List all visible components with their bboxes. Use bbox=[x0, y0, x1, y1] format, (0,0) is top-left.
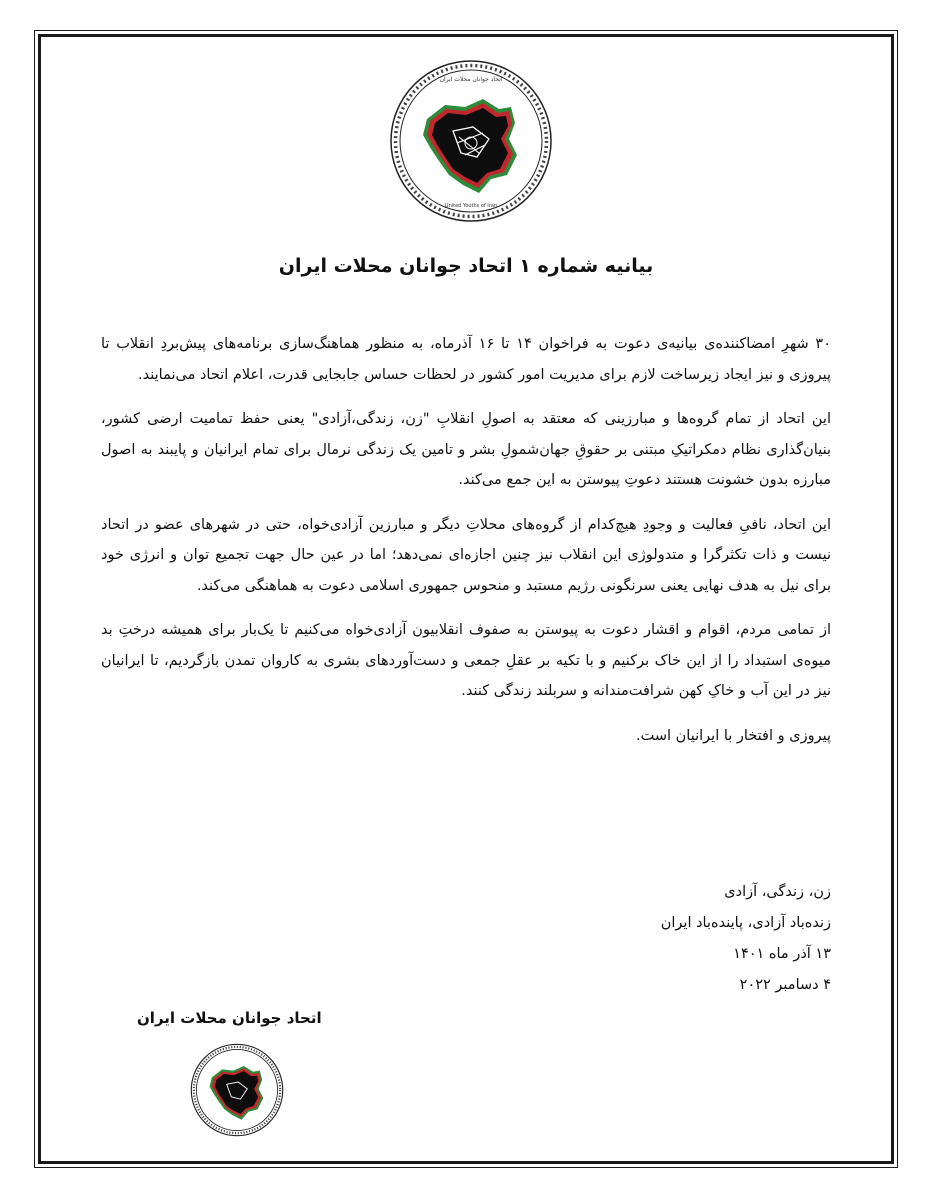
seal-bottom-text: United Youths of Iran bbox=[444, 203, 498, 209]
date-gregorian: ۴ دسامبر ۲۰۲۲ bbox=[739, 977, 831, 993]
paragraph-5: پیروزی و افتخار با ایرانیان است. bbox=[636, 727, 831, 744]
organization-seal-logo bbox=[387, 57, 555, 225]
closing-block bbox=[661, 877, 831, 1001]
document-page bbox=[38, 34, 894, 1164]
signatory-name: اتحاد جوانان محلات ایران bbox=[137, 1009, 322, 1027]
paragraph-1: ۳۰ شهرِ امضاکننده‌ی بیانیه‌ی دعوت به فراخوان ۱۴ تا ۱۶ آذرماه، به منظور هماهنگ‌سازی برنامه‌های پیش‌بردِ انقلاب تا پیروزی و نیز ایجاد زیرساخت لازم برای مدیریت امور کشور در لحظات حساس جابجایی قدرت، اعلام اتحاد می‌نمایند. bbox=[101, 336, 831, 383]
statement-body bbox=[101, 329, 831, 765]
paragraph-3: این اتحاد، نافیِ فعالیت و وجودِ هیچ‌کدام از گروه‌های محلاتِ دیگر و مبارزین آزادی‌خواه، حتی در شهرهای عضو در اتحاد نیست و ذات تکثرگرا و متدولوژی این انقلاب نیز چنین اجازه‌ای نمی‌دهد؛ اما در عین حال جهت تجمیع توان و انرژی خود برای نیل به هدف نهایی یعنی سرنگونی رژیم مستبد و منحوس جمهوری اسلامی دعوت به هماهنگی می‌کند. bbox=[101, 516, 831, 594]
closing-slogan: زن، زندگی، آزادی bbox=[724, 884, 831, 900]
signatory-seal-logo bbox=[189, 1042, 285, 1138]
date-persian: ۱۳ آذر ماه ۱۴۰۱ bbox=[733, 946, 831, 962]
seal-emblem-icon bbox=[387, 57, 555, 225]
seal-emblem-small-icon bbox=[189, 1042, 285, 1138]
closing-cheer: زنده‌باد آزادی، پاینده‌باد ایران bbox=[660, 915, 831, 931]
seal-top-text: اتحاد جوانان محلات ایران bbox=[439, 76, 503, 83]
paragraph-2: این اتحاد از تمام گروه‌ها و مبارزینی که معتقد به اصولِ انقلابِ "زن، زندگی،آزادی" یعنی حفظ تمامیت ارضی کشور، بنیان‌گذاری نظام دمکراتیکِ مبتنی بر حقوقِ جهان‌شمولِ بشر و تامین یک زندگی نرمال برای تمام ایرانیان و پایبند به اصول مبارزه بدون خشونت هستند دعوتِ پیوستن به این جمع می‌کند. bbox=[101, 411, 831, 488]
paragraph-4: از تمامی مردم، اقوام و اقشار دعوت به پیوستن به صفوف انقلابیون آزادی‌خواه می‌کنیم تا یک‌بار برای همیشه درختِ بد میوه‌ی استبداد را از این خاک برکنیم و با تکیه بر عقلِ جمعی و دست‌آوردهای بشری به کاروان تمدن بازگردیم، تا ایرانیان نیز در این آب و خاکِ کهن شرافت‌مندانه و سربلند زندگی کنند. bbox=[101, 622, 831, 699]
document-title: بیانیه شماره ۱ اتحاد جوانان محلات ایران bbox=[278, 255, 654, 277]
